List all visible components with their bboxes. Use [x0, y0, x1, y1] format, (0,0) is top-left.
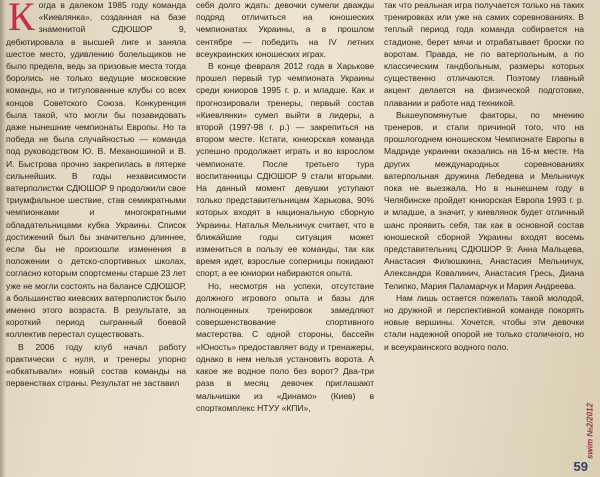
magazine-issue-text: swim №2/2012 [585, 403, 595, 459]
article-paragraph: Но, несмотря на успехи, отсутствие должного игрового опыта и базы для полноценных тренировок замедляют совершенствование спортивного мастерства. С одной стороны, бассейн «Юность» предоставляет воду и тренажеры, однако в нем нельзя установить ворота. А какое же водное поло без ворот? Два-три раза в месяц девочек приглашают мальчишки из «Динамо» (Киев) в спорткомплекс НТУУ «КПИ», [196, 280, 374, 413]
dropcap: К [8, 0, 35, 39]
page-number: 59 [573, 459, 588, 474]
article-paragraph [6, 0, 186, 341]
article-paragraph: себя долго ждать: девочки сумели дважды подряд отличиться на юношеских чемпионатах Украины, а в прошлом сентябре — победить на IV летних всеукраинских юношеских играх. [196, 0, 374, 59]
paragraph-text: огда в далеком 1985 году команда «Киевлянка», созданная на базе знаменитой СДЮШОР 9, дебютировала в высшей лиге и заняла шестое место, удивлению болельщиков не было предела, ведь за призовые места тогда боролись не только ведущие московские команды, но и титулованные клубы со всех концов Советского Союза. Конкуренция была такой, что могли бы позавидовать даже нынешние чемпионаты Европы. Но та победа не была случайностью — команда под руководством Ю. В. Механошиной и В. И. Быстрова прочно закрепилась в пятерке сильнейших. В годы независимости ватерполистки СДЮШОР 9 продолжили свое триумфальное шествие, став семикратными чемпионками и многократными обладательницами кубка Украины. Список достижений был бы значительно длиннее, если бы не произошли изменения в положении о детско-спортивных школах, согласно которым спортсмены старше 23 лет уже не могли состоять на балансе СДЮШОР, а большинство киевских ватерполисток было именно этого возраста. В результате, за короткий период сыгранный боевой коллектив перестал существовать. [6, 0, 186, 340]
article-paragraph: так что реальная игра получается только на таких тренировках или уже на самих соревнованиях. В теплый период года команда собирается на стадионе, берет мячи и отрабатывает броски по воротам. Правда, не по ватерпольным, а по классическим гандбольным, размеры которых существенно отличаются. Поэтому главный акцент делается на физической подготовке, плавании и работе над техникой. [384, 0, 584, 108]
article-column-1 [6, 0, 186, 390]
article-paragraph: Нам лишь остается пожелать такой молодой, но дружной и перспективной команде покорять новые вершины. Хочется, чтобы эти девочки стали надежной опорой не только столичного, но и всеукраинского водного поло. [384, 292, 584, 352]
article-paragraph: В конце февраля 2012 года в Харькове прошел первый тур чемпионата Украины среди юниоров 1995 г. р. и младше. Как и прогнозировали тренеры, первый состав «Киевлянки» сумел выйти в лидеры, а второй (1997-98 г. р.) — закрепиться на втором месте. Кстати, юниорская команда успешно продолжает играть и во взрослом чемпионате. После третьего тура воспитанницы СДЮШОР 9 стали вторыми. На данный момент девушки уступают только представительницам Харькова, 90% которых входят в национальную сборную Украины. Наталья Мельничук считает, что в ближайшие годы ситуация может измениться в пользу ее команды, так как время идет, взрослые соперницы покидают спорт, а ее юниорки набираются опыта. [196, 61, 374, 279]
magazine-issue-label [584, 405, 596, 457]
article-paragraph: Вышеупомянутые факторы, по мнению тренеров, и стали причиной того, что на прошлогоднем юношеском Чемпионате Европы в Мадриде украинки оказались на 16-м месте. На других международных соревнованиях ватерпольная дружина Лебедева и Мельничук пока не выезжала. Но в нынешнем году в Челябинске пройдет юниорская Европа 1993 г. р. и младше, а значит, у киевлянок будет отличный шанс проявить себя, так как в основной состав юношеской сборной Украины входят восемь представительниц СДЮШОР 9: Анна Мальцева, Анастасия Филюшкина, Анастасия Мельничук, Александра Ковалинич, Анастасия Гресь, Диана Телипко, Мария Паламарчук и Мария Андреева. [384, 109, 584, 291]
article-column-3 [384, 0, 584, 353]
article-paragraph: В 2006 году клуб начал работу практически с нуля, и тренеры упорно «обкатывали» новый состав команды на первенствах страны. Результат не заставил [6, 341, 186, 389]
article-column-2 [196, 0, 374, 414]
